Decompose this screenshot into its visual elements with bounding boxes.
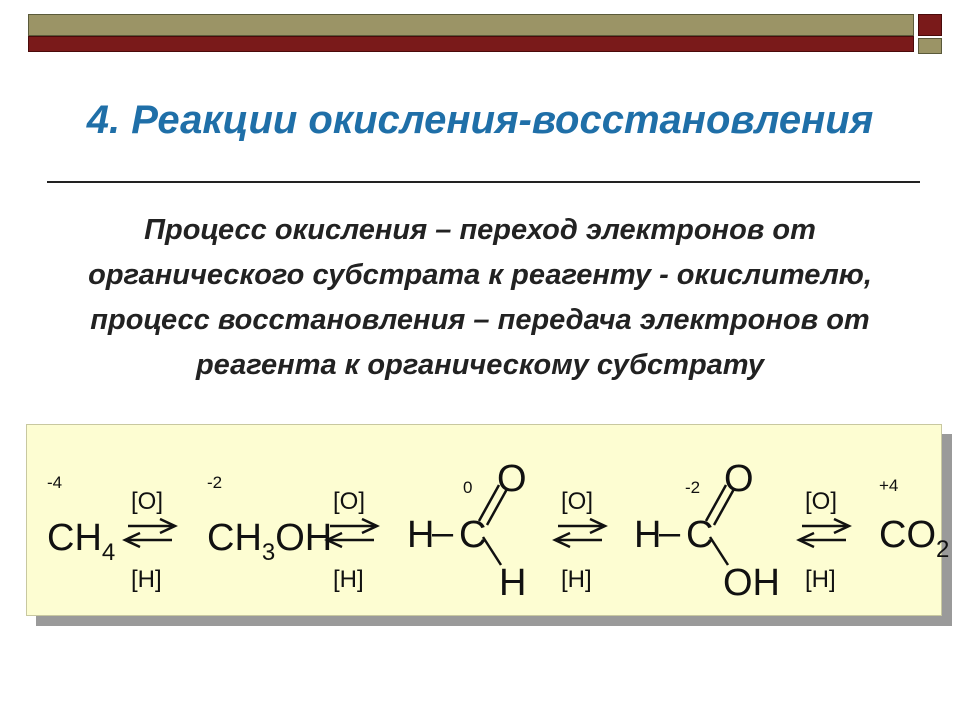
definition-text <box>38 208 922 388</box>
double-bond-line <box>479 485 499 521</box>
ox-state-co2: +4 <box>879 476 899 495</box>
definition-line: реагента к органическому субстрату <box>195 349 765 381</box>
arrow-label-oxidation: [O] <box>131 488 164 515</box>
reaction-scheme-box <box>26 424 950 616</box>
ox-state-formic-acid: -2 <box>685 478 701 497</box>
formaldehyde-h-bottom: H <box>499 562 527 604</box>
arrow-label-oxidation: [O] <box>561 488 594 515</box>
ox-state-ch3oh: -2 <box>207 473 223 492</box>
formic-acid-carbon: C <box>686 514 714 556</box>
formic-acid-h-left: H <box>634 514 662 556</box>
reaction-scheme <box>27 425 950 617</box>
ox-state-ch4: -4 <box>47 473 63 492</box>
formaldehyde-carbon: C <box>459 514 487 556</box>
formaldehyde-o: O <box>497 458 527 500</box>
arrow-label-reduction: [H] <box>333 566 364 593</box>
corner-square-olive <box>918 38 942 54</box>
definition-line: процесс восстановления – передача электронов от <box>90 304 870 336</box>
formaldehyde-dash: – <box>432 512 454 554</box>
slide-title: 4. Реакции окисления-восстановления <box>86 98 874 142</box>
formula-ch4: $CH_4$ <box>47 517 116 566</box>
formula-ch3oh: $CH_3OH$ <box>207 517 333 566</box>
definition-line: органического субстрата к реагенту - окислителю, <box>88 259 872 291</box>
formic-acid-oh: OH <box>723 562 780 604</box>
formaldehyde-h-left: H <box>407 514 435 556</box>
double-bond-line <box>706 485 726 521</box>
corner-square-maroon <box>918 14 942 36</box>
title-divider <box>47 181 920 183</box>
arrow-label-reduction: [H] <box>131 566 162 593</box>
arrow-label-reduction: [H] <box>805 566 836 593</box>
arrow-label-oxidation: [O] <box>333 488 366 515</box>
ox-state-formaldehyde: 0 <box>463 478 473 497</box>
top-bar-olive <box>28 14 914 36</box>
formula-co2: $CO_2$ <box>879 514 950 563</box>
formic-acid-o: O <box>724 458 754 500</box>
arrow-label-reduction: [H] <box>561 566 592 593</box>
formic-acid-dash: – <box>659 512 681 554</box>
definition-line: Процесс окисления – переход электронов от <box>144 214 816 246</box>
arrow-label-oxidation: [O] <box>805 488 838 515</box>
top-bar-maroon <box>28 36 914 52</box>
top-decor-bar <box>28 14 914 54</box>
